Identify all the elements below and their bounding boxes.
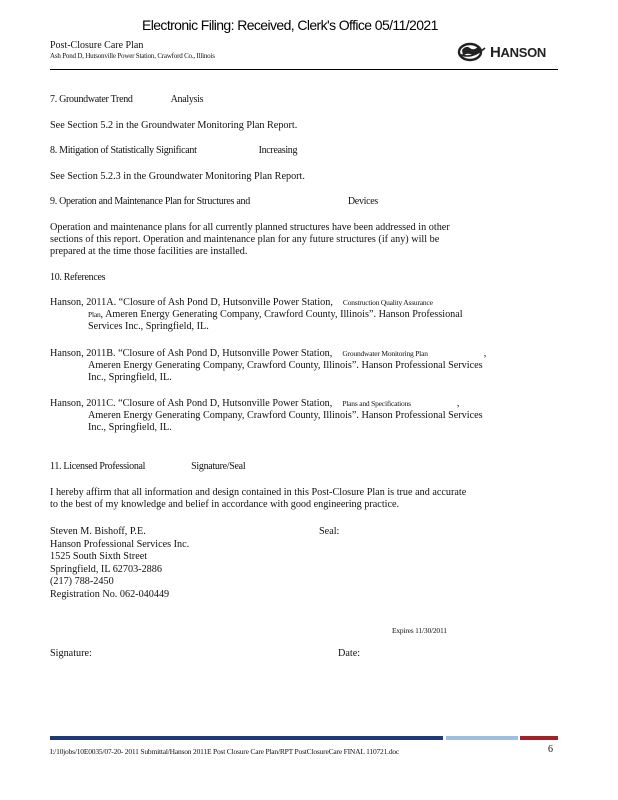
header-divider [50, 69, 558, 70]
footer-bar-navy [50, 736, 443, 740]
section-11-body-line-1: I hereby affirm that all information and design contained in this Post-Closure Plan is true and accurate [50, 487, 467, 498]
section-9-body-line-3: prepared at the time those facilities are installed. [50, 246, 248, 257]
globe-icon [457, 42, 487, 62]
section-11-heading [50, 461, 245, 472]
footer-bar-red [520, 736, 558, 740]
logo-rest: ANSON [500, 44, 546, 60]
section-9-heading-b: Devices [347, 196, 378, 207]
section-7-heading [50, 94, 203, 105]
engineer-name: Steven M. Bishoff, P.E. [50, 526, 146, 537]
section-10-heading: 10. References [50, 272, 106, 283]
logo-initial: H [490, 43, 501, 61]
section-9-body-line-2: sections of this report. Operation and maintenance plan for any future structures (if any) will be [50, 234, 440, 245]
engineer-registration: Registration No. 062-040449 [50, 588, 170, 600]
page-number: 6 [548, 744, 553, 755]
date-label: Date: [338, 648, 361, 659]
engineer-company: Hanson Professional Services Inc. [50, 538, 190, 550]
reference-line-2: Ameren Energy Generating Company, Crawford County, Illinois”. Hanson Professional Services [88, 360, 483, 371]
section-9-heading [50, 196, 378, 207]
seal-label: Seal: [319, 526, 340, 537]
section-7-heading-a: 7. Groundwater Trend [50, 94, 133, 105]
reference-title: Plans and Specifications [342, 399, 411, 408]
engineer-phone: (217) 788-2450 [50, 576, 114, 587]
section-9-body-line-1: Operation and maintenance plans for all currently planned structures have been addressed in other [50, 222, 450, 233]
hanson-logo [457, 42, 546, 62]
section-7-heading-b: Analysis [170, 94, 204, 105]
section-8-heading-a: 8. Mitigation of Statistically Significant [50, 145, 197, 156]
reference-line-2: Ameren Energy Generating Company, Crawford County, Illinois”. Hanson Professional Services [88, 410, 483, 421]
reference-item [50, 348, 550, 384]
seal-expiration: Expires 11/30/2011 [392, 626, 447, 635]
section-9-heading-a: 9. Operation and Maintenance Plan for Structures and [50, 196, 250, 207]
section-11-body-line-2: to the best of my knowledge and belief in accordance with good engineering practice. [50, 499, 400, 510]
reference-title: Construction Quality Assurance [342, 298, 433, 307]
reference-line-3: Inc., Springfield, IL. [88, 372, 172, 383]
doc-title: Post-Closure Care Plan [50, 40, 144, 51]
logo-text [490, 44, 546, 61]
section-8-body: See Section 5.2.3 in the Groundwater Monitoring Plan Report. [50, 171, 305, 182]
reference-item [50, 398, 550, 434]
reference-item [50, 297, 550, 333]
reference-title: Groundwater Monitoring Plan [342, 349, 428, 358]
reference-prefix: Hanson, 2011C. “Closure of Ash Pond D, Hutsonville Power Station, [50, 398, 333, 409]
engineer-street: 1525 South Sixth Street [50, 551, 148, 562]
reference-prefix: Hanson, 2011A. “Closure of Ash Pond D, Hutsonville Power Station, [50, 297, 333, 308]
reference-line-3: Inc., Springfield, IL. [88, 422, 172, 433]
reference-line-2: , Ameren Energy Generating Company, Crawford County, Illinois”. Hanson Professional [100, 309, 463, 320]
engineer-contact [50, 526, 189, 601]
section-8-heading-b: Increasing [258, 145, 298, 156]
section-7-body: See Section 5.2 in the Groundwater Monitoring Plan Report. [50, 120, 298, 131]
filing-stamp: Electronic Filing: Received, Clerk's Office 05/11/2021 [142, 17, 438, 33]
reference-prefix: Hanson, 2011B. “Closure of Ash Pond D, Hutsonville Power Station, [50, 348, 333, 359]
section-8-heading [50, 145, 297, 156]
reference-trail: , [456, 398, 460, 409]
reference-trail: , [483, 348, 487, 359]
section-11-heading-b: Signature/Seal [191, 461, 246, 472]
footer-file-path: I:/10jobs/10E0035/07-20- 2011 Submittal/Hanson 2011E Post Closure Care Plan/RPT PostClosureCare FINAL 110721.doc [50, 747, 400, 756]
reference-title-cont: Plan [88, 310, 101, 319]
section-11-heading-a: 11. Licensed Professional [50, 461, 146, 472]
engineer-city: Springfield, IL 62703-2886 [50, 563, 162, 575]
doc-subtitle: Ash Pond D, Hutsonville Power Station, Crawford Co., Illinois [50, 52, 215, 60]
signature-label: Signature: [50, 648, 92, 659]
footer-bar-light [446, 736, 518, 740]
reference-line-3: Services Inc., Springfield, IL. [88, 321, 209, 332]
